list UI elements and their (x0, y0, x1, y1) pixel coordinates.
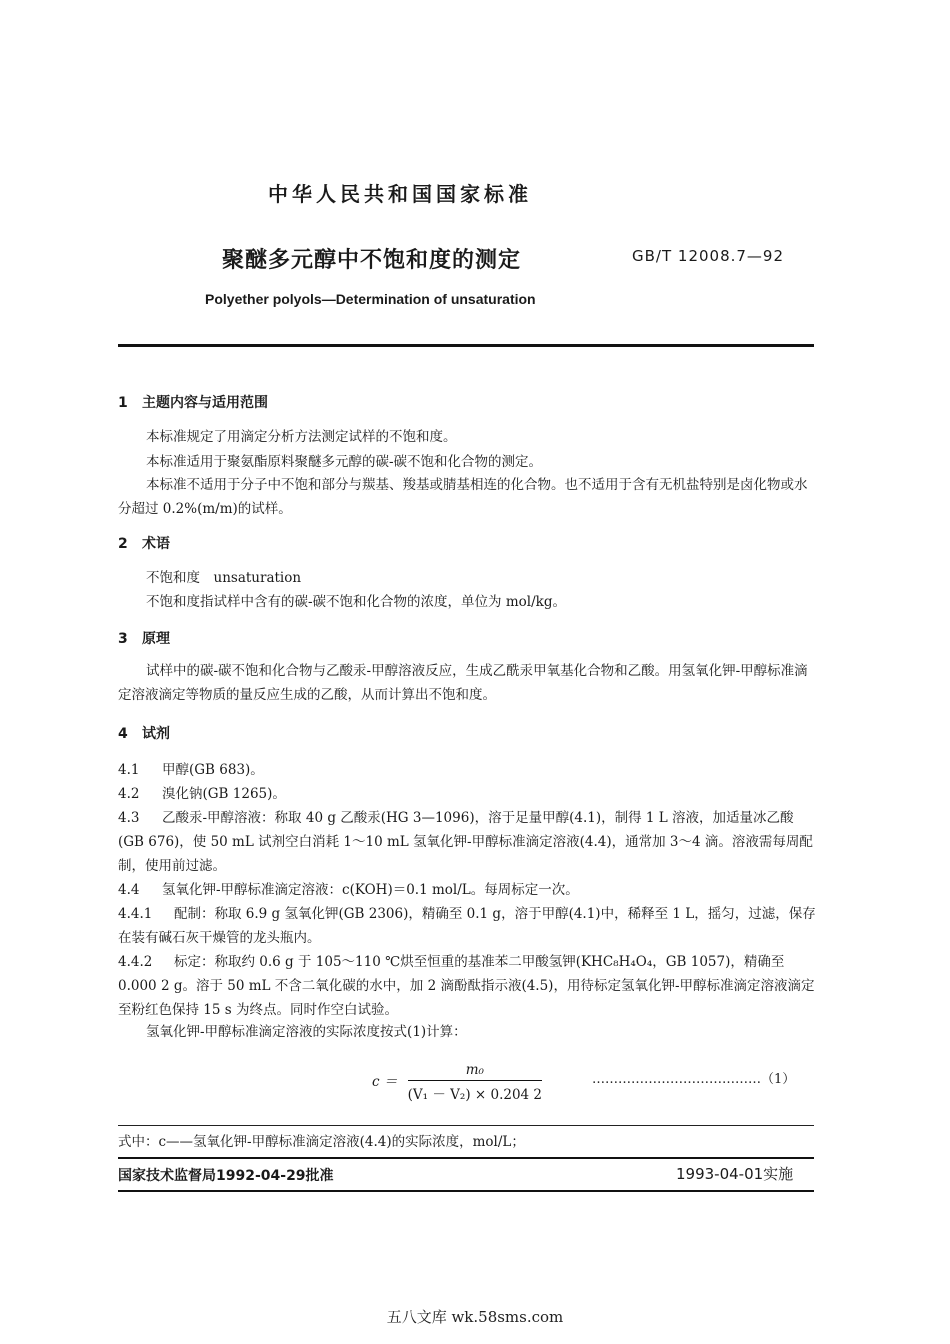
formula-fraction (408, 1062, 542, 1103)
clause-number: 4.3 (118, 810, 140, 826)
clause-number: 4.4.2 (118, 954, 153, 970)
clause-4-1 (118, 758, 264, 782)
divider (118, 1125, 814, 1126)
section-number: 1 (118, 395, 128, 411)
section-number: 4 (118, 726, 128, 742)
section-4-heading (118, 723, 170, 743)
formula-lhs: c ＝ (372, 1074, 398, 1090)
clause-number: 4.2 (118, 786, 140, 802)
approval-date: 国家技术监督局1992-04-29批准 (118, 1168, 334, 1184)
clause-text: 溴化钠(GB 1265)。 (162, 786, 286, 802)
clause-text: 氢氧化钾-甲醇标准滴定溶液：c(KOH)＝0.1 mol/L。每周标定一次。 (162, 882, 579, 898)
section-number: 3 (118, 631, 128, 647)
variable-definition: 式中：c——氢氧化钾-甲醇标准滴定溶液(4.4)的实际浓度，mol/L； (118, 1134, 525, 1150)
paragraph: 本标准不适用于分子中不饱和部分与羰基、羧基或腈基相连的化合物。也不适用于含有无机盐特别是卤化物或水分超过 0.2%(m/m)的试样。 (118, 477, 808, 517)
formula-denominator: (V₁ － V₂) × 0.204 2 (408, 1080, 542, 1103)
clause-text: 配制：称取 6.9 g 氢氧化钾(GB 2306)，精确至 0.1 g，溶于甲醇(4.1)中，稀释至 1 L，摇匀，过滤，保存在装有碱石灰干燥管的龙头瓶内。 (118, 906, 816, 946)
effective-date: 1993-04-01实施 (676, 1165, 794, 1183)
section-number: 2 (118, 536, 128, 552)
section-2-heading (118, 533, 170, 553)
clause-text: 甲醇(GB 683)。 (162, 762, 264, 778)
site-watermark: 五八文库 wk.58sms.com (386, 1308, 564, 1326)
formula-1 (372, 1062, 542, 1103)
clause-text: 标定：称取约 0.6 g 于 105～110 ℃烘至恒重的基准苯二甲酸氢钾(KHC₈H₄O₄，GB 1057)，精确至 0.000 2 g。溶于 50 mL 不含二氧化碳的水中，加 2 滴酚酞指示液(4.5)，用待标定氢氧化钾-甲醇标准滴定溶液滴定至粉红色保持 15 s 为终点。同时作空白试验。 (118, 954, 815, 1018)
english-title: Polyether polyols—Determination of unsaturation (205, 291, 536, 307)
clause-text: 乙酸汞-甲醇溶液：称取 40 g 乙酸汞(HG 3—1096)，溶于足量甲醇(4.1)，制得 1 L 溶液，加适量冰乙酸(GB 676)，使 50 mL 试剂空白消耗 1～10 mL 氢氧化钾-甲醇标准滴定溶液(4.4)，通常加 3～4 滴。溶液需每周配制，使用前过滤。 (118, 810, 813, 874)
term-line: 不饱和度 unsaturation (146, 570, 302, 586)
standard-code: GB/T 12008.7—92 (632, 247, 785, 265)
section-3-heading (118, 628, 170, 648)
section-1-heading (118, 392, 268, 412)
clause-number: 4.4.1 (118, 906, 153, 922)
document-title: 聚醚多元醇中不饱和度的测定 (222, 248, 522, 273)
paragraph: 试样中的碳-碳不饱和化合物与乙酸汞-甲醇溶液反应，生成乙酰汞甲氧基化合物和乙酸。用氢氧化钾-甲醇标准滴定溶液滴定等物质的量反应生成的乙酸，从而计算出不饱和度。 (118, 663, 808, 703)
footer-rule (118, 1157, 814, 1159)
clause-4-3 (118, 806, 818, 878)
clause-4-4-2 (118, 950, 818, 1022)
bottom-rule (118, 1190, 814, 1192)
formula-numerator: m₀ (465, 1062, 484, 1078)
clause-number: 4.1 (118, 762, 140, 778)
calculation-intro: 氢氧化钾-甲醇标准滴定溶液的实际浓度按式(1)计算： (146, 1024, 467, 1040)
paragraph: 本标准规定了用滴定分析方法测定试样的不饱和度。 (146, 429, 457, 445)
country-standard-heading: 中华人民共和国国家标准 (268, 182, 532, 206)
section-title: 试剂 (142, 726, 170, 742)
section-title: 主题内容与适用范围 (142, 395, 268, 411)
clause-4-4-1 (118, 902, 818, 950)
section-title: 术语 (142, 536, 170, 552)
clause-4-4 (118, 878, 579, 902)
clause-number: 4.4 (118, 882, 140, 898)
clause-4-2 (118, 782, 286, 806)
header-rule (118, 344, 814, 347)
section-title: 原理 (142, 631, 170, 647)
definition-line: 不饱和度指试样中含有的碳-碳不饱和化合物的浓度，单位为 mol/kg。 (146, 594, 566, 610)
formula-number: …………………………………（1） (592, 1072, 796, 1087)
paragraph: 本标准适用于聚氨酯原料聚醚多元醇的碳-碳不饱和化合物的测定。 (146, 454, 543, 470)
